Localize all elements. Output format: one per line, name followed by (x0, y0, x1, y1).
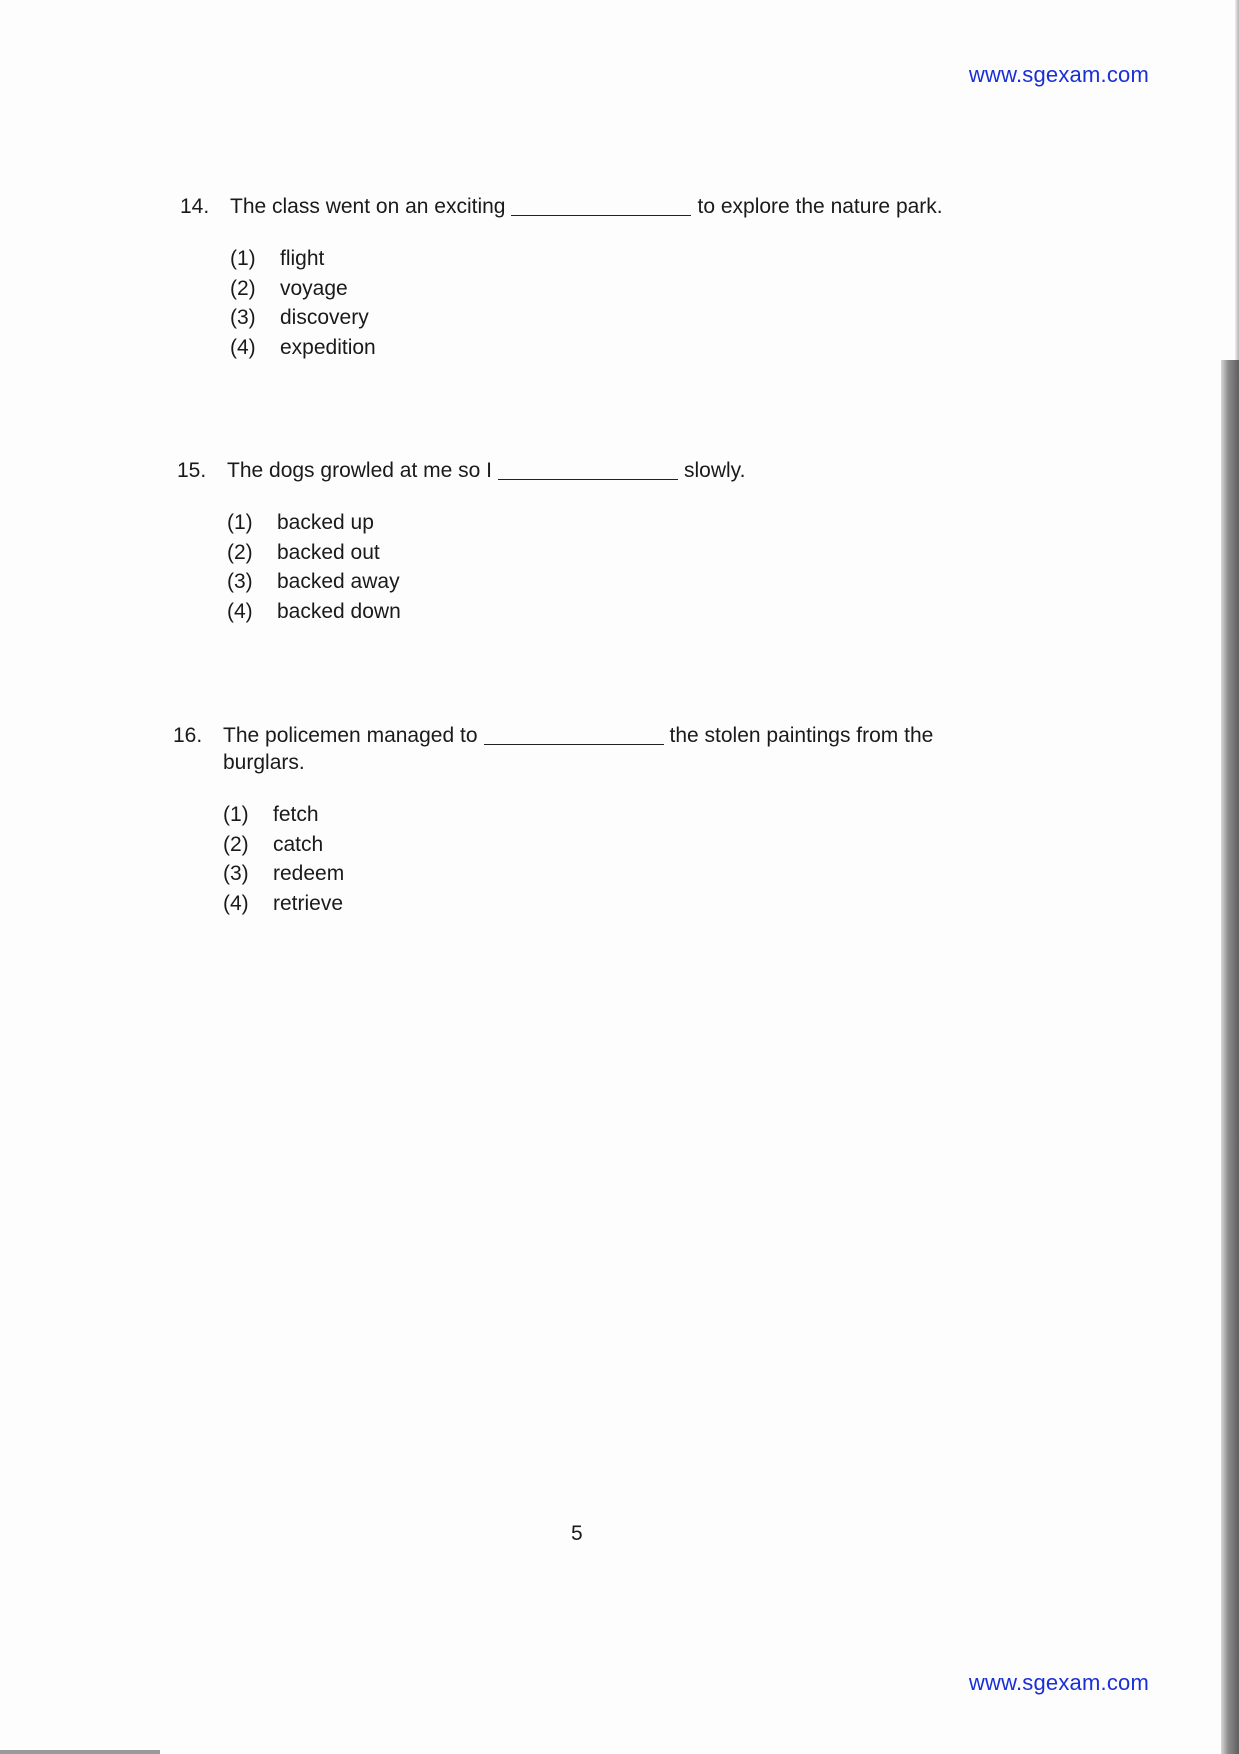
option-text: discovery (280, 306, 369, 330)
question-15 (177, 457, 745, 626)
option-text: catch (273, 832, 324, 856)
option-3[interactable] (227, 567, 745, 597)
option-text: backed out (277, 540, 380, 564)
option-2[interactable] (223, 830, 933, 860)
option-number: (2) (227, 540, 253, 564)
option-number: (4) (230, 335, 256, 359)
answer-blank (484, 724, 664, 745)
option-text: flight (280, 247, 325, 271)
option-text: retrieve (273, 891, 344, 915)
question-stem (180, 193, 943, 220)
option-1[interactable] (230, 244, 943, 274)
question-16 (173, 722, 933, 918)
option-text: backed away (277, 570, 400, 594)
option-4[interactable] (227, 597, 745, 627)
option-number: (1) (223, 803, 249, 827)
option-4[interactable] (223, 889, 933, 919)
page-number: 5 (571, 1522, 583, 1545)
stem-after-blank: slowly. (683, 459, 746, 482)
scan-edge-shadow-top (1235, 0, 1239, 360)
footer-site-link[interactable]: www.sgexam.com (968, 1670, 1149, 1695)
option-2[interactable] (227, 538, 745, 568)
option-number: (4) (223, 891, 249, 915)
option-number: (3) (223, 862, 249, 886)
option-text: backed down (277, 599, 401, 623)
option-text: expedition (280, 335, 376, 359)
option-text: backed up (277, 511, 374, 535)
option-3[interactable] (223, 859, 933, 889)
option-text: redeem (273, 862, 345, 886)
header-site-link[interactable]: www.sgexam.com (968, 62, 1149, 87)
question-14 (180, 193, 943, 362)
options-list (173, 800, 933, 918)
options-list (180, 244, 943, 362)
scan-edge-shadow (1221, 360, 1239, 1754)
question-stem (177, 457, 745, 484)
option-number: (1) (227, 511, 253, 535)
option-3[interactable] (230, 303, 943, 333)
stem-after-blank: the stolen paintings from the (669, 724, 934, 747)
option-1[interactable] (227, 508, 745, 538)
option-4[interactable] (230, 333, 943, 363)
stem-before-blank: The policemen managed to (223, 724, 478, 747)
question-number: 16. (173, 724, 203, 747)
option-number: (2) (230, 276, 256, 300)
answer-blank (498, 459, 678, 480)
option-1[interactable] (223, 800, 933, 830)
option-number: (1) (230, 247, 256, 271)
scan-bottom-edge (0, 1750, 160, 1754)
stem-before-blank: The class went on an exciting (230, 195, 506, 218)
question-number: 15. (177, 459, 207, 482)
option-number: (3) (227, 570, 253, 594)
option-text: voyage (280, 276, 348, 300)
stem-after-blank: to explore the nature park. (697, 195, 943, 218)
option-number: (2) (223, 832, 249, 856)
option-number: (3) (230, 306, 256, 330)
option-2[interactable] (230, 274, 943, 304)
answer-blank (511, 195, 691, 216)
stem-before-blank: The dogs growled at me so I (227, 459, 492, 482)
option-text: fetch (273, 803, 319, 827)
question-number: 14. (180, 195, 210, 218)
option-number: (4) (227, 599, 253, 623)
stem-continuation: burglars. (223, 751, 305, 774)
options-list (177, 508, 745, 626)
question-stem (173, 722, 933, 749)
